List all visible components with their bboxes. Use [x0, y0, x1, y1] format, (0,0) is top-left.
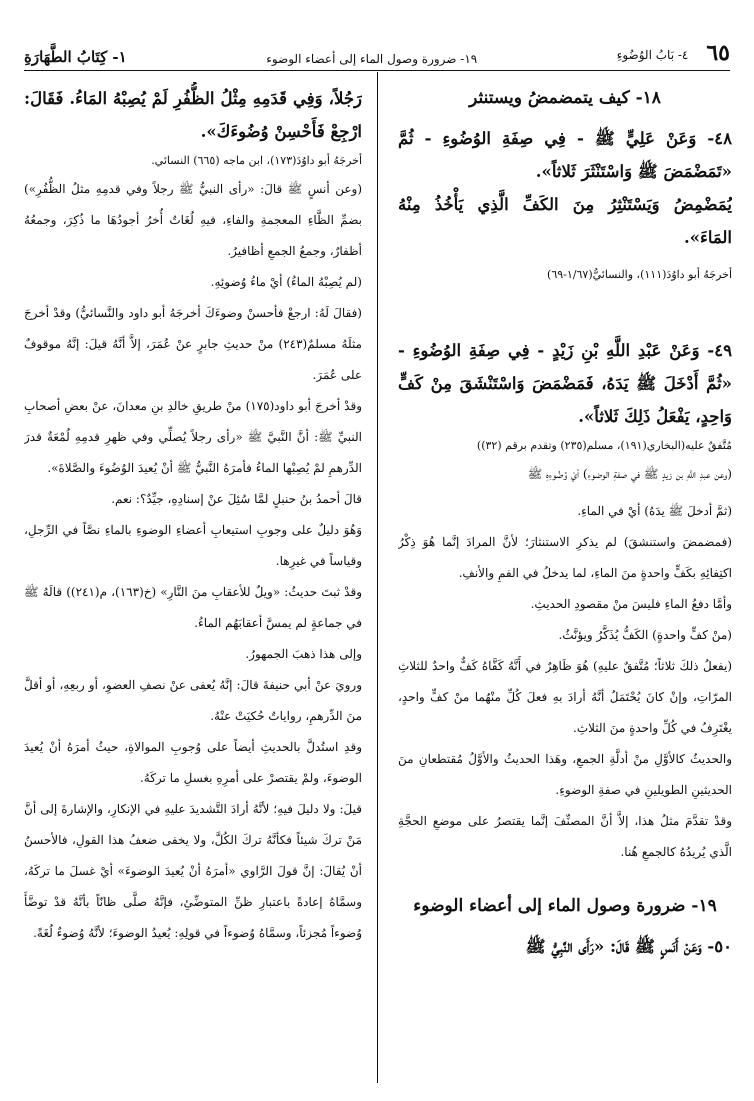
commentary: وقدْ تقدَّمَ مثلُ هذا، إلاَّ أنَّ المصنِّفَ إنَّما يقتصرُ على موضعِ الحجَّةِ الَّذي يُريدُهُ كالجمعِ هُنا. — [398, 814, 732, 859]
right-column — [398, 82, 732, 1089]
commentary: (فقالَ لَهُ: ارجعْ فأحسنْ وضوءَكَ أخرجَهُ أبو داود والنَّسائيُّ) وقدْ أخرجَ مثلَهُ مسلمٌ(٢٤٣) منْ حديثِ جابرٍ عنْ عُمَرَ، إلاَّ أنَّهُ قيلَ: إنَّهُ موقوفٌ على عُمَرَ. — [24, 306, 362, 382]
source-50: أخرجَهُ أبو داوُدَ(١٧٣)، ابن ماجه (٦٦٥) النسائي. — [151, 154, 362, 167]
commentary: قيلَ: ولا دليلَ فيهِ؛ لأنَّهُ أرادَ التَّشديدَ عليهِ في الإنكارِ، والإشارةَ إلى أنَّ مَنْ تركَ شيئاً فكأنَّهُ تركَ الكُلَّ، ولا يخفى ضعفُ هذا القولِ، فالأحسنُ أنْ يُقالَ: إنَّ قولَ الرَّاوي «أمرَهُ أنْ يُعيدَ الوضوءَ» أيْ غسلَ ما تركَهُ، وسمَّاهُ إعادةً باعتبارِ ظنِّ المتوضِّئِ، فإنَّهُ صلَّى ظانّاً بأنَّهُ قدْ توضَّأَ وُضوءاً مُجزئاً، وسمَّاهُ وُضوءاً في قولِهِ: يُعيدُ الوضوءَ؛ لأنَّهُ وُضوءٌ لُغَةً. — [24, 802, 362, 940]
header-right — [617, 40, 730, 70]
left-column — [24, 82, 362, 1089]
commentary: (يفعلُ ذلكَ ثلاثاً؛ مُتَّفقٌ عليهِ) هُوَ ظَاهِرٌ في أَنَّهُ كَفَّاهُ كَفٌّ واحدٌ للثلاثِ المرّاتِ، وإنْ كانَ يُحْتَمَلُ أنَّهُ أرادَ بهِ فعلَ كُلِّ منْهُما منْ كفٍّ واحدٍ، يغْتَرِفُ في كُلِّ واحدةٍ منَ الثلاثِ. — [398, 659, 732, 735]
source-48: أخرجَهُ أبو داوُدَ(١١١)، والنسائيُّ(١/٦٧-٦٩) — [547, 268, 732, 281]
hadith-50: ٥٠- وَعَنْ أَنَسٍ ﷺ قَالَ: «رَأَى النَّبِيُّ ﷺ — [525, 937, 732, 956]
commentary: (ثمَّ أدخلَ ﷺ يدَهُ) أيْ في الماءِ. — [577, 504, 732, 518]
column-divider — [377, 72, 378, 1083]
commentary: (فمضمضَ واستنشقَ) لم يذكرِ الاستنثارَ؛ لأنَّ المرادَ إنَّما هُوَ ذِكْرُ اكتِفائِهِ بكَفٍّ واحدةٍ منَ الماءِ، لما يدخلُ في الفمِ والأنفِ. — [398, 535, 732, 580]
heading-19: ١٩- ضرورة وصول الماء إلى أعضاء الوضوء — [413, 896, 717, 916]
commentary: وقدْ ثبتَ حديثُ: «ويلٌ للأعقابِ منَ النَّارِ» (خ(١٦٣)، م(٢٤١)) قالَهُ ﷺ في جماعةٍ لم يمسَّ أعقابَهُم الماءُ. — [24, 585, 362, 630]
running-header — [24, 30, 730, 71]
commentary: قالَ أحمدُ بنُ حنبلٍ لمَّا سُئِلَ عنْ إسنادِهِ، جيِّدٌ؟: نعم. — [111, 492, 362, 506]
hadith-50-continuation: رَجُلاً، وَفِي قَدَمِهِ مِثْلُ الظُّفُرِ لَمْ يُصِبْهُ المَاءُ. فَقَالَ: ارْجِعْ فَأَحْسِنْ وُضُوءَكَ». — [24, 89, 362, 141]
source-49: مُتَّفقٌ عليه(البخاري(١٩١)، مسلم(٢٣٥) وتقدم برقم (٣٢)) — [476, 439, 732, 452]
commentary: وقدْ أخرجَ أبو داود(١٧٥) منْ طريقِ خالدِ بنِ معدانَ، عنْ بعضِ أصحابِ النبيِّ ﷺ: أنَّ النَّبيَّ ﷺ «رأى رجلاً يُصلِّي وفي ظهرِ قدمِهِ لُمْعَةٌ قدرَ الدِّرهمِ لمْ يُصِبْها الماءُ فأمرَهُ النَّبيُّ ﷺ أنْ يُعيدَ الوُضُوءَ والصَّلاةَ». — [24, 399, 362, 475]
commentary: ورويَ عنْ أبي حنيفةَ قالَ: إنَّهُ يُعفى عنْ نصفِ العضوِ، أو ربعِهِ، أو أقلَّ منَ الدِّرهمِ، رواياتٌ حُكيَتْ عنْهُ. — [24, 678, 362, 723]
commentary: والحديثُ كالأوَّلِ منْ أدلَّةِ الجمعِ، وهَذا الحديثُ والأوَّلُ مُقتطعانِ منَ الحديثينِ الطويلينِ في صفةِ الوضوءِ. — [398, 752, 732, 797]
commentary: (منْ كفٍّ واحدةٍ) الكَفُّ يُذَكَّرُ ويؤنَّثُ. — [558, 628, 732, 642]
chapter-title: ٤- بَابُ الوُضُوءِ — [616, 48, 689, 62]
commentary: وأمَّا دفعُ الماءِ فليسَ منْ مقصودِ الحديثِ. — [530, 597, 732, 611]
commentary: وَهُوَ دليلٌ على وجوبِ استيعابِ أعضاءِ الوضوءِ بالماءِ نصَّاً في الرِّجلِ، وقياساً في غيرِها. — [24, 523, 362, 568]
commentary: وقدِ استُدلَّ بالحديثِ أيضاً على وُجوبِ الموالاةِ، حيثُ أمرَهُ أنْ يُعيدَ الوضوءَ، ولمْ يقتصرْ على أمرِهِ بغسلِ ما تركَهُ. — [24, 740, 362, 785]
hadith-48-continuation: يُمَضْمِضُ وَيَسْتَنْثِرُ مِنَ الكَفِّ الَّذِي يَأْخُذُ مِنْهُ المَاءَ». — [398, 195, 732, 247]
hadith-48: ٤٨- وَعَنْ عَلِيٍّ ﷺ - فِي صِفَةِ الوُضُوءِ - ثُمَّ «تَمَضْمَضَ ﷺ وَاسْتَنْثَرَ ثَلاثاً». — [398, 129, 732, 181]
hadith-49: ٤٩- وَعَنْ عَبْدِ اللَّهِ بْنِ زَيْدٍ - فِي صِفَةِ الوُضُوءِ - «ثُمَّ أَدْخَلَ ﷺ يَدَهُ، فَمَضْمَضَ وَاسْتَنْشَقَ مِنْ كَفٍّ وَاحِدٍ، يَفْعَلُ ذَلِكَ ثَلاثاً». — [398, 341, 732, 426]
commentary: وإلى هذا ذهبَ الجمهورُ. — [245, 647, 362, 661]
section-title: ١٩- ضرورة وصول الماء إلى أعضاء الوضوء — [266, 52, 478, 66]
commentary: (وعن عبدِ اللَّهِ بن زيدٍ ﷺ في صفةِ الوضوءِ) أيْ وُضُوءِهِ ﷺ — [527, 467, 732, 481]
heading-18: ١٨- كيف يتمضمضُ ويستنثر — [469, 88, 661, 108]
commentary: (لم يُصِبْهُ الماءُ) أيْ ماءُ وُضوئِهِ. — [210, 275, 362, 289]
commentary: (وعن أنسٍ ﷺ قالَ: «رأى النبيُّ ﷺ رجلاً وفي قدمِهِ مثلُ الظُّفُرِ») بضمِّ الظَّاءِ المعجمةِ والفاءِ، فيهِ لُغَاتٌ أُخرُ أجودُهَا ما ذُكِرَ، وجمعُهُ أظفارٌ، وجمعُ الجمعِ أظافيرُ. — [24, 182, 362, 258]
book-title: ١- كِتَابُ الطَّهَارَةِ — [24, 48, 127, 66]
page-number: ٦٥ — [706, 40, 730, 66]
